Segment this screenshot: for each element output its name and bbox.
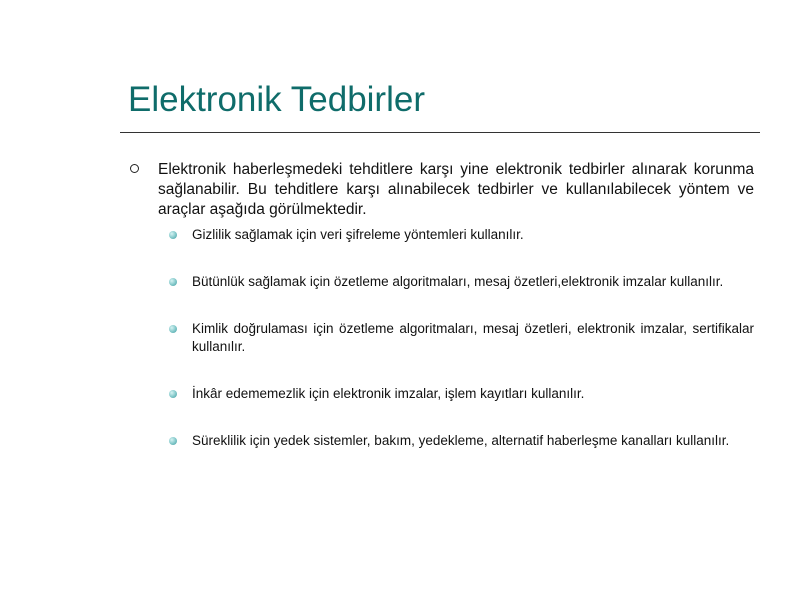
sub-bullet-item (128, 320, 754, 356)
sub-bullet-item (128, 385, 754, 403)
teal-dot-bullet-icon (169, 390, 177, 398)
sub-bullet-item (128, 273, 754, 291)
hollow-circle-bullet-icon (130, 164, 139, 173)
teal-dot-bullet-icon (169, 278, 177, 286)
sub-bullet-text: İnkâr edememezlik için elektronik imzalar, işlem kayıtları kullanılır. (192, 386, 585, 401)
sub-bullet-item (128, 226, 754, 244)
sub-bullet-text: Gizlilik sağlamak için veri şifreleme yöntemleri kullanılır. (192, 227, 524, 242)
teal-dot-bullet-icon (169, 231, 177, 239)
sub-bullet-list (128, 226, 754, 450)
main-bullet-item (128, 160, 754, 220)
sub-bullet-item (128, 432, 754, 450)
sub-bullet-text: Kimlik doğrulaması için özetleme algoritmaları, mesaj özetleri, elektronik imzalar, sertifikalar kullanılır. (192, 321, 754, 354)
slide-title: Elektronik Tedbirler (128, 80, 425, 119)
teal-dot-bullet-icon (169, 437, 177, 445)
sub-bullet-text: Süreklilik için yedek sistemler, bakım, yedekleme, alternatif haberleşme kanalları kullanılır. (192, 433, 730, 448)
main-bullet-text: Elektronik haberleşmedeki tehditlere karşı yine elektronik tedbirler alınarak korunma sağlanabilir. Bu tehditlere karşı alınabilecek tedbirler ve kullanılabilecek yöntem ve araçlar aşağıda görülmektedir. (158, 161, 754, 218)
slide-content (128, 160, 754, 479)
title-divider (120, 132, 760, 133)
sub-bullet-text: Bütünlük sağlamak için özetleme algoritmaları, mesaj özetleri,elektronik imzalar kullanılır. (192, 274, 724, 289)
teal-dot-bullet-icon (169, 325, 177, 333)
